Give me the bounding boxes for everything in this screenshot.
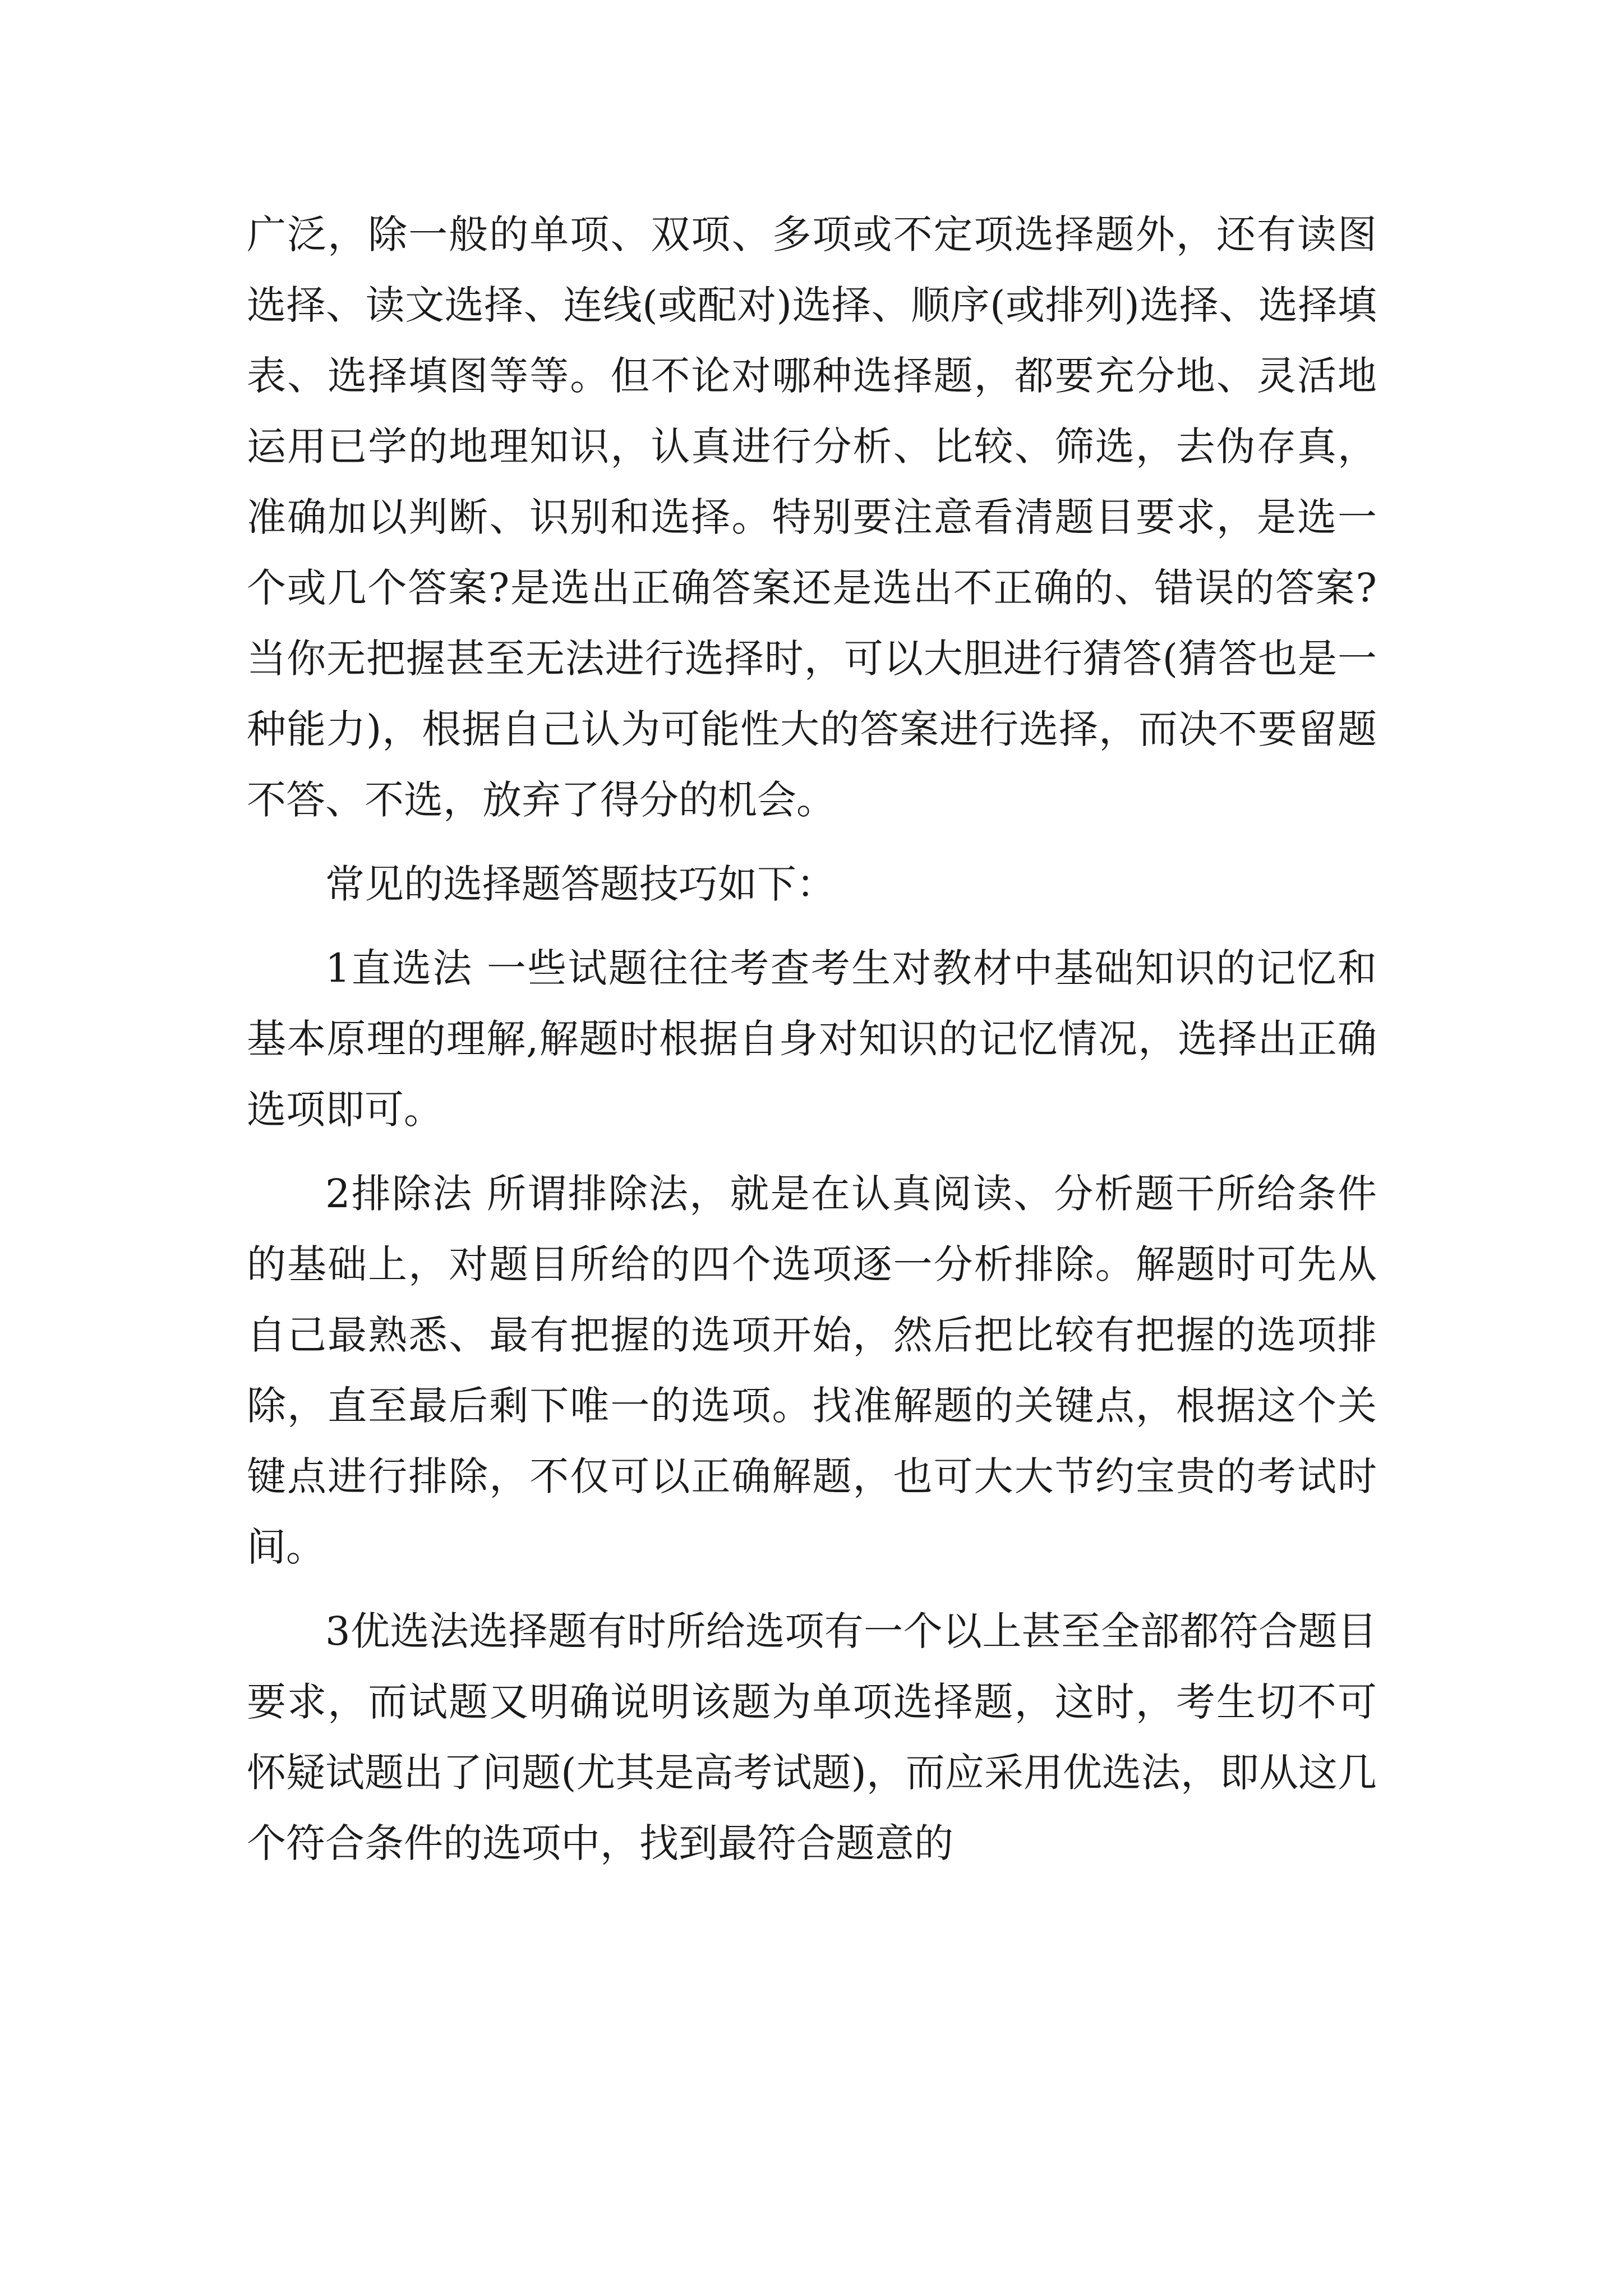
paragraph-optimal-selection-method: 3优选法选择题有时所给选项有一个以上甚至全部都符合题目要求，而试题又明确说明该题为单项选择题，这时，考生切不可怀疑试题出了问题(尤其是高考试题)，而应采用优选法，即从这几个符合条件的选项中，找到最符合题意的 [247, 1608, 1377, 1866]
document-body [247, 199, 1377, 1892]
paragraph-choice-question-intro: 广泛，除一般的单项、双项、多项或不定项选择题外，还有读图选择、读文选择、连线(或配对)选择、顺序(或排列)选择、选择填表、选择填图等等。但不论对哪种选择题，都要充分地、灵活地运用已学的地理知识，认真进行分析、比较、筛选，去伪存真，准确加以判断、识别和选择。特别要注意看清题目要求，是选一个或几个答案?是选出正确答案还是选出不正确的、错误的答案?当你无把握甚至无法进行选择时，可以大胆进行猜答(猜答也是一种能力)，根据自己认为可能性大的答案进行选择，而决不要留题不答、不选，放弃了得分的机会。 [247, 211, 1377, 823]
paragraph-direct-selection-method: 1直选法 一些试题往往考查考生对教材中基础知识的记忆和基本原理的理解,解题时根据自身对知识的记忆情况，选择出正确选项即可。 [247, 945, 1377, 1133]
paragraph-elimination-method: 2排除法 所谓排除法，就是在认真阅读、分析题干所给条件的基础上，对题目所给的四个选项逐一分析排除。解题时可先从自己最熟悉、最有把握的选项开始，然后把比较有把握的选项排除，直至最后剩下唯一的选项。找准解题的关键点，根据这个关键点进行排除，不仅可以正确解题，也可大大节约宝贵的考试时间。 [247, 1171, 1377, 1570]
paragraph-techniques-heading: 常见的选择题答题技巧如下： [325, 861, 836, 907]
